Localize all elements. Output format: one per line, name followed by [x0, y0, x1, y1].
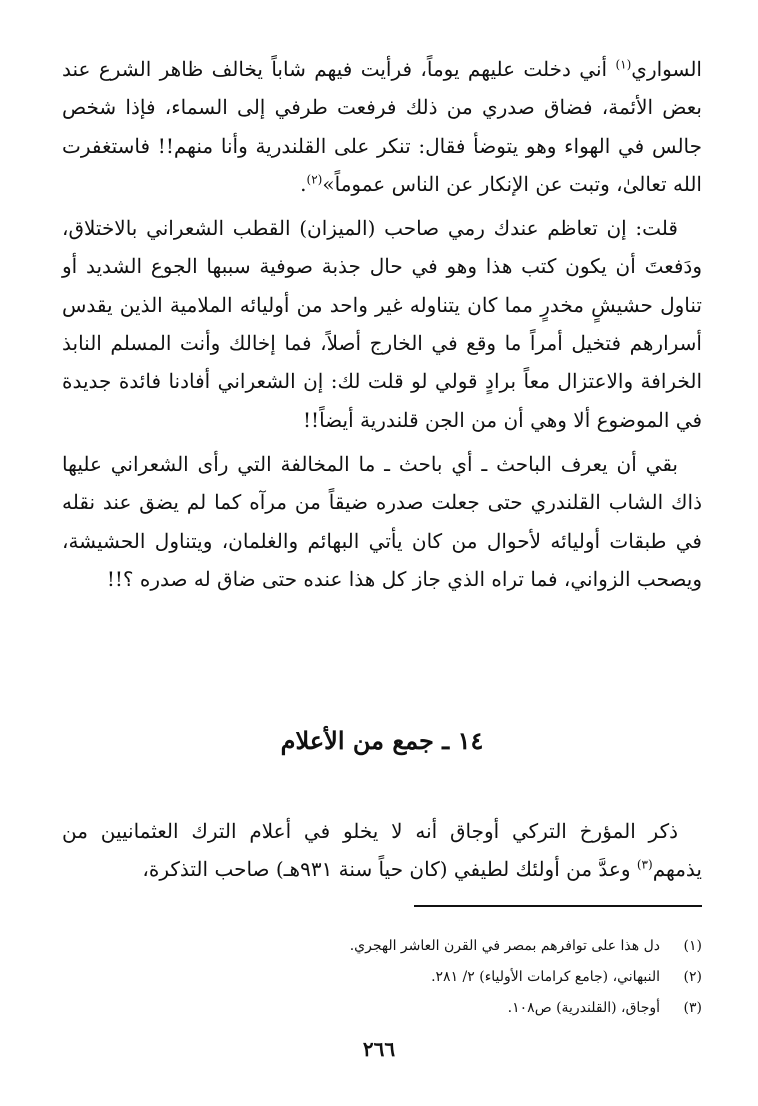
footnote-ref-1: (١) [615, 57, 632, 72]
section-paragraph [62, 812, 702, 889]
paragraph-1-text-b: أني دخلت عليهم يوماً، فرأيت فيهم شاباً يخالف ظاهر الشرع عند بعض الأئمة، فضاق صدري من ذلك فرفعت طرفي إلى السماء، فإذا شخص جالس في الهواء وهو يتوضأ فقال: تنكر على القلندرية وأنا منهم!! فاستغفرت الله تعالىٰ، وتبت عن الإنكار عن الناس عموماً» [62, 57, 702, 196]
section-paragraph-text-a: ذكر المؤرخ التركي أوجاق أنه لا يخلو في أعلام الترك العثمانيين من يذمهم [62, 819, 702, 882]
footnotes [62, 931, 702, 1024]
paragraph-1-text-a: السواري [631, 57, 702, 81]
footnote-number: (٢) [683, 969, 702, 985]
footnote-3 [62, 993, 702, 1024]
footnote-number: (١) [683, 938, 702, 954]
footnote-2 [62, 962, 702, 993]
paragraph-1 [62, 50, 702, 203]
footnote-text: دل هذا على توافرهم بمصر في القرن العاشر الهجري. [349, 938, 660, 954]
footnote-1 [62, 931, 702, 962]
section-paragraph-text-b: وعدَّ من أولئك لطيفي (كان حياً سنة ٩٣١هـ) صاحب التذكرة، [142, 857, 637, 882]
paragraph-2: قلت: إن تعاظم عندك رمي صاحب (الميزان) القطب الشعراني بالاختلاق، ودَفعتَ أن يكون كتب هذا وهو في حال جذبة صوفية سببها الجوع الشديد أو تناول حشيشٍ مخدرٍ مما كان يتناوله غير واحد من أوليائه الملامية الذين يقدس أسرارهم فتخيل أمراً ما وقع في الخارج أصلاً، فما إخالك وأنت المسلم النابذ الخرافة والاعتزال معاً برادٍ قولي لو قلت لك: إن الشعراني أفادنا فائدة جديدة في الموضوع ألا وهي أن من الجن قلندرية أيضاً!! [62, 216, 702, 432]
footnote-separator [414, 905, 702, 907]
paragraph-1-text-c: . [300, 171, 307, 196]
footnote-number: (٣) [683, 1000, 702, 1016]
page-number: ٢٦٦ [362, 1037, 396, 1061]
main-text [62, 50, 702, 598]
section-heading: ١٤ ـ جمع من الأعلام [280, 726, 484, 755]
footnote-text: أوجاق، (القلندرية) ص١٠٨. [507, 1000, 660, 1016]
footnote-ref-3: (٣) [636, 857, 653, 872]
paragraph-3: بقي أن يعرف الباحث ـ أي باحث ـ ما المخالفة التي رأى الشعراني عليها ذاك الشاب القلندري حتى جعلت صدره ضيقاً من مرآه كما لم يضق عند نقله في طبقات أوليائه لأحوال من كان يأتي البهائم والغلمان، ويتناول الحشيشة، ويصحب الزواني، فما تراه الذي جاز كل هذا عنده حتى ضاق له صدره ؟!! [62, 451, 702, 591]
footnote-text: النبهاني، (جامع كرامات الأولياء) ٢/ ٢٨١. [431, 969, 660, 985]
footnote-ref-2: (٢) [306, 172, 323, 187]
